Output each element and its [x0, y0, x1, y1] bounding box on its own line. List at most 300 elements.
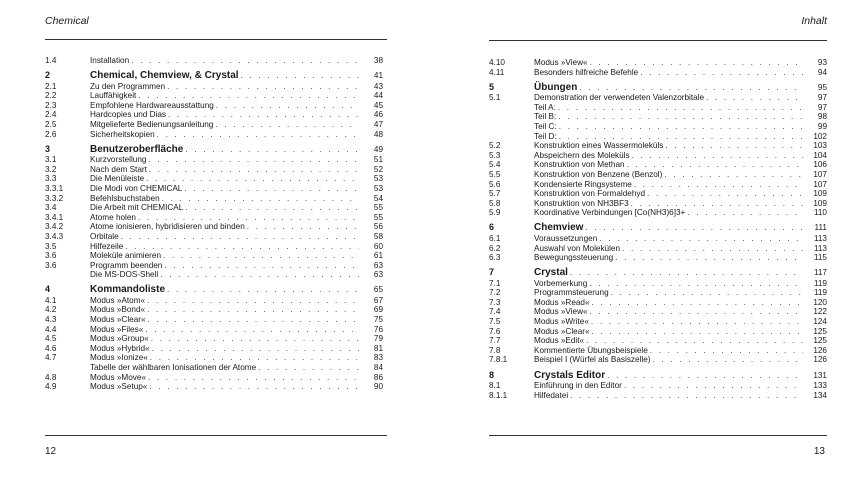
section-title: Konstruktion eines Wassermoleküls	[534, 141, 664, 151]
section-title: Modus »View«	[534, 307, 588, 317]
section-title: Kurzvorstellung	[90, 155, 147, 165]
page-reference: 53	[373, 183, 383, 193]
section-title: Modus »Read«	[534, 297, 590, 307]
dot-leader	[556, 103, 803, 113]
page-reference: 122	[813, 307, 827, 317]
toc-entry-row	[45, 353, 383, 363]
toc-entry-row	[45, 382, 383, 392]
dot-leader	[622, 381, 803, 391]
toc-entry-row	[45, 184, 383, 194]
section-title: Die Modi von CHEMICAL	[90, 183, 183, 193]
page-reference: 45	[373, 100, 383, 110]
page-reference: 126	[813, 355, 827, 365]
section-number: 5.1	[489, 93, 501, 103]
page-reference: 134	[813, 390, 827, 400]
dot-leader	[597, 234, 803, 244]
page-number: 13	[813, 446, 825, 457]
dot-leader	[588, 58, 803, 68]
toc-chapter-row	[45, 283, 383, 296]
page-reference: 104	[813, 150, 827, 160]
dot-leader	[613, 253, 803, 263]
section-title: Crystal	[534, 267, 568, 279]
section-title: Hilfedatei	[534, 390, 569, 400]
toc-list	[489, 58, 827, 400]
dot-leader	[158, 270, 359, 280]
toc-entry-row	[45, 305, 383, 315]
dot-leader	[160, 194, 359, 204]
section-number: 2.6	[45, 129, 57, 139]
dot-leader	[143, 325, 359, 335]
page-reference: 119	[813, 278, 827, 288]
section-title: Tabelle der wählbaren Ionisationen der Atome	[90, 363, 257, 373]
section-number: 3	[45, 143, 51, 154]
toc-entry-row	[489, 298, 827, 308]
header-rule	[45, 39, 387, 40]
section-title: Modus »Ionize«	[90, 353, 148, 363]
page-reference: 120	[813, 297, 827, 307]
section-title: Befehlsbuchstaben	[90, 193, 160, 203]
section-number: 3.4.1	[45, 212, 64, 222]
toc-entry-row	[45, 344, 383, 354]
toc-entry-row	[489, 132, 827, 142]
section-number: 5.5	[489, 169, 501, 179]
section-number: 5.9	[489, 208, 501, 218]
section-number: 3.3.1	[45, 183, 64, 193]
section-number: 3.3.2	[45, 193, 64, 203]
dot-leader	[663, 141, 803, 151]
toc-entry-row	[489, 160, 827, 170]
section-title: Modus »Edit«	[534, 336, 585, 346]
dot-leader	[150, 344, 359, 354]
section-title: Auswahl von Molekülen	[534, 243, 621, 253]
toc-entry-row	[489, 327, 827, 337]
dot-leader	[214, 101, 359, 111]
section-title: Modus »Hybrid«	[90, 343, 150, 353]
toc-entry-row	[489, 208, 827, 218]
dot-leader	[590, 298, 803, 308]
page-number: 12	[45, 446, 57, 457]
toc-entry-row	[489, 234, 827, 244]
toc-entry-row	[489, 170, 827, 180]
toc-entry-row	[489, 336, 827, 346]
section-number: 5.8	[489, 198, 501, 208]
dot-leader	[146, 155, 359, 165]
toc-list	[45, 56, 383, 392]
left-page	[0, 0, 415, 480]
section-number: 8	[489, 369, 495, 380]
section-title: Die MS-DOS-Shell	[90, 270, 159, 280]
toc-entry-row	[489, 244, 827, 254]
section-number: 2.2	[45, 91, 57, 101]
toc-entry-row	[45, 82, 383, 92]
page-reference: 106	[813, 160, 827, 170]
toc-entry-row	[489, 180, 827, 190]
section-number: 3.6	[45, 260, 57, 270]
toc-chapter-row	[489, 81, 827, 94]
section-title: Atome holen	[90, 212, 136, 222]
page-reference: 109	[813, 189, 827, 199]
section-number: 3.5	[45, 241, 57, 251]
toc-entry-row	[45, 194, 383, 204]
section-title: Empfohlene Hardwareausstattung	[90, 100, 214, 110]
section-number: 7.6	[489, 326, 501, 336]
section-number: 5.4	[489, 160, 501, 170]
page-reference: 110	[813, 208, 827, 218]
toc-entry-row	[45, 325, 383, 335]
dot-leader	[146, 373, 359, 383]
dot-leader	[256, 363, 359, 373]
dot-leader	[147, 165, 359, 175]
section-title: Chemview	[534, 222, 584, 234]
page-reference: 94	[817, 67, 827, 77]
toc-entry-row	[489, 288, 827, 298]
page-reference: 46	[373, 110, 383, 120]
section-number: 5.6	[489, 179, 501, 189]
section-title: Die Arbeit mit CHEMICAL	[90, 203, 184, 213]
page-reference: 131	[813, 370, 827, 380]
page-reference: 60	[373, 241, 383, 251]
toc-chapter-row	[489, 221, 827, 234]
dot-leader	[704, 93, 803, 103]
footer-rule	[489, 435, 827, 436]
section-title: Demonstration der verwendeten Valenzorbitale	[534, 93, 705, 103]
toc-entry-row	[45, 120, 383, 130]
page-reference: 84	[373, 363, 383, 373]
section-title: Koordinative Verbindungen [Co(NH3)6]3+	[534, 208, 686, 218]
page-reference: 55	[373, 212, 383, 222]
dot-leader	[632, 180, 803, 190]
section-number: 7.4	[489, 307, 501, 317]
section-title: Modus »Bond«	[90, 305, 146, 315]
section-title: Die Menüleiste	[90, 174, 145, 184]
toc-entry-row	[489, 93, 827, 103]
page-reference: 126	[813, 345, 827, 355]
dot-leader	[144, 174, 359, 184]
dot-leader	[129, 56, 359, 66]
section-title: Hardcopies und Dias	[90, 110, 167, 120]
page-reference: 54	[373, 193, 383, 203]
dot-leader	[146, 315, 359, 325]
section-number: 4.4	[45, 324, 57, 334]
dot-leader	[568, 391, 803, 401]
page-reference: 83	[373, 353, 383, 363]
dot-leader	[629, 199, 803, 209]
section-title: Modus »Clear«	[534, 326, 590, 336]
section-title: Konstruktion von Methan	[534, 160, 625, 170]
footer-rule	[45, 435, 387, 436]
section-title: Einführung in den Editor	[534, 381, 622, 391]
header-rule	[489, 40, 827, 41]
toc-entry-row	[45, 203, 383, 213]
dot-leader	[155, 130, 359, 140]
page-reference: 125	[813, 336, 827, 346]
page-reference: 51	[373, 155, 383, 165]
dot-leader	[638, 68, 803, 78]
section-title: Chemical, Chemview, & Crystal	[90, 70, 239, 82]
section-number: 3.1	[45, 155, 57, 165]
section-title: Teil C:	[534, 121, 557, 131]
section-number: 4.8	[45, 372, 57, 382]
section-title: Konstruktion von NH3BF3	[534, 198, 629, 208]
page-reference: 125	[813, 326, 827, 336]
section-number: 7	[489, 267, 495, 278]
section-title: Benutzeroberfläche	[90, 143, 184, 155]
section-title: Moleküle animieren	[90, 251, 161, 261]
section-title: Orbitale	[90, 231, 119, 241]
section-number: 2	[45, 70, 51, 81]
page-reference: 44	[373, 91, 383, 101]
dot-leader	[630, 151, 803, 161]
toc-entry-row	[45, 56, 383, 66]
dot-leader	[590, 327, 803, 337]
page-reference: 63	[373, 270, 383, 280]
toc-entry-row	[45, 315, 383, 325]
section-title: Installation	[90, 56, 130, 65]
page-reference: 49	[373, 144, 383, 154]
toc-entry-row	[489, 122, 827, 132]
page-reference: 81	[373, 343, 383, 353]
page-reference: 99	[817, 121, 827, 131]
toc-entry-row	[45, 213, 383, 223]
toc-entry-row	[489, 279, 827, 289]
dot-leader	[213, 120, 359, 130]
page-reference: 98	[817, 112, 827, 122]
section-title: Konstruktion von Formaldehyd	[534, 189, 646, 199]
toc-entry-row	[45, 363, 383, 373]
dot-leader	[587, 279, 803, 289]
section-title: Modus »Clear«	[90, 315, 146, 325]
section-number: 4.5	[45, 334, 57, 344]
page-reference: 133	[813, 381, 827, 391]
section-title: Besonders hilfreiche Befehle	[534, 67, 639, 77]
page-reference: 124	[813, 317, 827, 327]
page-reference: 97	[817, 102, 827, 112]
section-title: Hilfezeile	[90, 241, 124, 251]
dot-leader	[136, 91, 359, 101]
toc-entry-row	[489, 381, 827, 391]
section-title: Lauffähigkeit	[90, 91, 137, 101]
page-reference: 90	[373, 382, 383, 392]
section-title: Zu den Programmen	[90, 81, 166, 91]
dot-leader	[145, 296, 359, 306]
section-number: 4.11	[489, 67, 505, 77]
section-title: Mitgelieferte Bedienungsanleitung	[90, 119, 214, 129]
section-title: Modus »Move«	[90, 372, 146, 382]
section-title: Kommentierte Übungsbeispiele	[534, 345, 648, 355]
toc-entry-row	[45, 334, 383, 344]
dot-leader	[245, 222, 359, 232]
section-title: Crystals Editor	[534, 369, 606, 381]
toc-entry-row	[45, 242, 383, 252]
page-reference: 95	[817, 82, 827, 92]
toc-entry-row	[45, 91, 383, 101]
section-number: 1.4	[45, 56, 57, 65]
section-number: 5.3	[489, 150, 501, 160]
section-number: 2.5	[45, 119, 57, 129]
dot-leader	[148, 353, 359, 363]
page-reference: 113	[813, 233, 827, 243]
section-number: 5	[489, 81, 495, 92]
page-reference: 107	[813, 169, 827, 179]
section-number: 6.2	[489, 243, 501, 253]
section-number: 6.3	[489, 253, 501, 263]
page-reference: 102	[813, 131, 827, 141]
page-reference: 79	[373, 334, 383, 344]
toc-chapter-row	[489, 369, 827, 382]
section-number: 7.1	[489, 278, 501, 288]
right-page	[432, 0, 847, 480]
section-title: Kondensierte Ringsysteme	[534, 179, 632, 189]
dot-leader	[584, 336, 803, 346]
dot-leader	[162, 261, 359, 271]
dot-leader	[182, 184, 359, 194]
toc-entry-row	[45, 270, 383, 280]
section-title: Modus »Write«	[534, 317, 589, 327]
section-title: Modus »View«	[534, 58, 588, 67]
page-reference: 52	[373, 164, 383, 174]
section-number: 3.3	[45, 174, 57, 184]
dot-leader	[119, 232, 359, 242]
page-reference: 53	[373, 174, 383, 184]
section-title: Kommandoliste	[90, 284, 166, 296]
section-number: 3.4.3	[45, 231, 64, 241]
section-number: 8.1.1	[489, 390, 508, 400]
toc-chapter-row	[489, 266, 827, 279]
section-number: 4.1	[45, 295, 57, 305]
page-reference: 111	[814, 223, 827, 233]
section-number: 2.4	[45, 110, 57, 120]
page-reference: 115	[813, 253, 827, 263]
section-title: Modus »Setup«	[90, 382, 148, 392]
section-title: Sicherheitskopien	[90, 129, 155, 139]
page-reference: 65	[373, 285, 383, 295]
dot-leader	[625, 160, 803, 170]
section-number: 4.6	[45, 343, 57, 353]
dot-leader	[662, 170, 803, 180]
page-reference: 97	[817, 93, 827, 103]
section-title: Modus »Files«	[90, 324, 144, 334]
section-number: 3.4	[45, 203, 57, 213]
section-number: 7.3	[489, 297, 501, 307]
page-reference: 38	[373, 56, 383, 65]
dot-leader	[556, 112, 803, 122]
page-reference: 67	[373, 295, 383, 305]
dot-leader	[161, 251, 359, 261]
toc-entry-row	[45, 232, 383, 242]
dot-leader	[147, 382, 359, 392]
toc-entry-row	[45, 261, 383, 271]
section-number: 8.1	[489, 381, 501, 391]
page-reference: 117	[813, 268, 827, 278]
dot-leader	[645, 189, 803, 199]
dot-leader	[557, 122, 803, 132]
toc-entry-row	[45, 110, 383, 120]
page-reference: 103	[813, 141, 827, 151]
section-number: 4.7	[45, 353, 57, 363]
section-title: Teil B:	[534, 112, 557, 122]
toc-entry-row	[45, 101, 383, 111]
section-title: Teil D:	[534, 131, 557, 141]
section-title: Bewegungssteuerung	[534, 253, 614, 263]
toc-entry-row	[489, 391, 827, 401]
section-number: 6.1	[489, 233, 501, 243]
section-title: Voraussetzungen	[534, 233, 598, 243]
toc-entry-row	[489, 68, 827, 78]
toc-entry-row	[45, 174, 383, 184]
toc-entry-row	[489, 58, 827, 68]
page-reference: 75	[373, 315, 383, 325]
running-header: Inhalt	[801, 15, 827, 27]
toc-entry-row	[489, 355, 827, 365]
page-reference: 63	[373, 260, 383, 270]
page-reference: 61	[373, 251, 383, 261]
section-title: Modus »Group«	[90, 334, 149, 344]
toc-entry-row	[489, 307, 827, 317]
dot-leader	[149, 334, 359, 344]
page-reference: 107	[813, 179, 827, 189]
section-number: 2.1	[45, 81, 57, 91]
toc-entry-row	[489, 346, 827, 356]
running-header: Chemical	[45, 15, 89, 27]
dot-leader	[685, 208, 803, 218]
toc-entry-row	[489, 103, 827, 113]
toc-entry-row	[489, 317, 827, 327]
dot-leader	[165, 82, 359, 92]
toc-entry-row	[45, 251, 383, 261]
section-title: Vorbemerkung	[534, 278, 588, 288]
page-reference: 58	[373, 231, 383, 241]
section-number: 4.2	[45, 305, 57, 315]
dot-leader	[589, 317, 803, 327]
section-title: Abspeichern des Moleküls	[534, 150, 630, 160]
section-number: 4.3	[45, 315, 57, 325]
section-title: Konstruktion von Benzene (Benzol)	[534, 169, 663, 179]
section-number: 4.9	[45, 382, 57, 392]
section-title: Modus »Atom«	[90, 295, 146, 305]
toc-entry-row	[489, 151, 827, 161]
section-title: Beispiel I (Würfel als Basiszelle)	[534, 355, 651, 365]
page-reference: 113	[813, 243, 827, 253]
dot-leader	[609, 288, 803, 298]
dot-leader	[136, 213, 359, 223]
toc-entry-row	[45, 222, 383, 232]
toc-entry-row	[45, 296, 383, 306]
page-reference: 48	[373, 129, 383, 139]
section-number: 7.8.1	[489, 355, 508, 365]
toc-entry-row	[489, 199, 827, 209]
section-title: Programm beenden	[90, 260, 163, 270]
section-number: 6	[489, 222, 495, 233]
toc-entry-row	[45, 155, 383, 165]
section-number: 2.3	[45, 100, 57, 110]
page-reference: 56	[373, 222, 383, 232]
section-number: 3.4.2	[45, 222, 64, 232]
section-number: 5.2	[489, 141, 501, 151]
section-number: 3.2	[45, 164, 57, 174]
section-number: 7.7	[489, 336, 501, 346]
toc-entry-row	[489, 189, 827, 199]
dot-leader	[123, 242, 359, 252]
toc-entry-row	[45, 130, 383, 140]
toc-chapter-row	[45, 143, 383, 156]
page-reference: 55	[373, 203, 383, 213]
section-title: Nach dem Start	[90, 164, 147, 174]
section-number: 4.10	[489, 58, 505, 67]
section-number: 7.5	[489, 317, 501, 327]
dot-leader	[183, 203, 359, 213]
page-reference: 119	[813, 288, 827, 298]
section-title: Atome ionisieren, hybridisieren und binden	[90, 222, 245, 232]
